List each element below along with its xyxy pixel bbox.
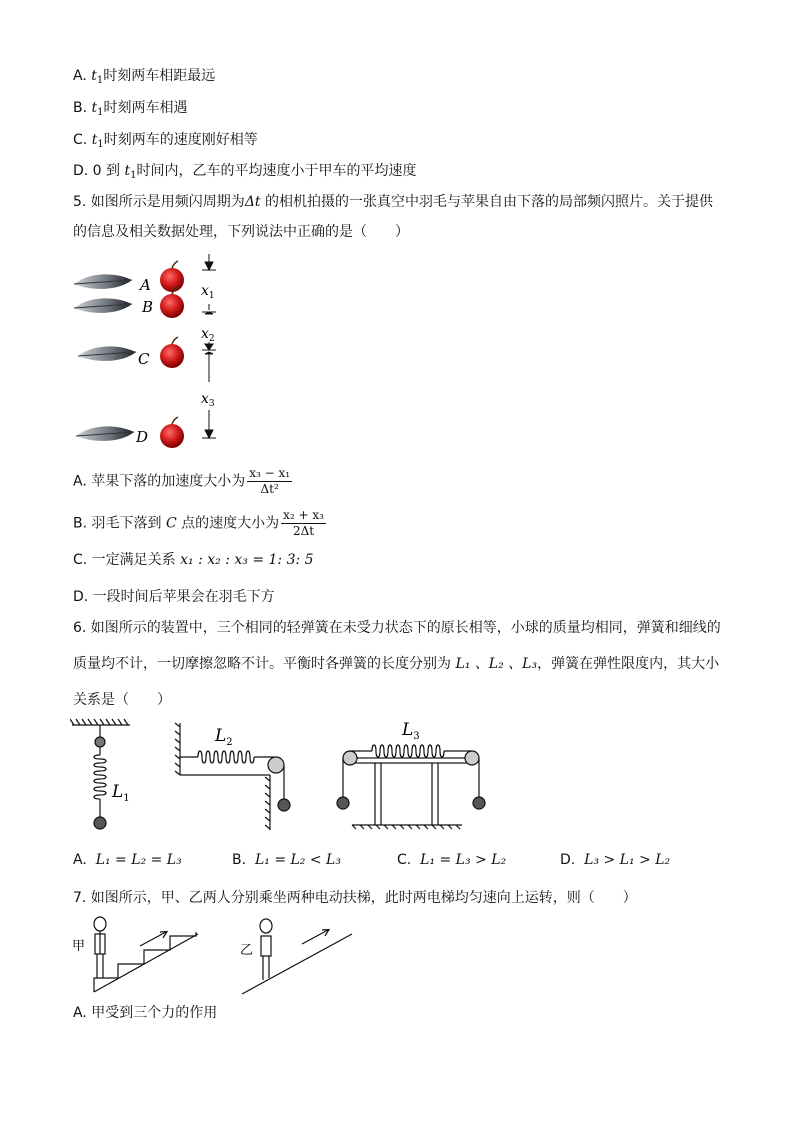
person-icon: [260, 919, 272, 980]
q6-fig3-table-spring: [337, 745, 485, 829]
apple-icon: [160, 417, 184, 448]
q6-option-b: B. L₁ = L₂ < L₃: [232, 852, 341, 868]
q5-label-b: B: [142, 298, 154, 316]
apple-icon: [160, 261, 184, 292]
q6-option-a: A. L₁ = L₂ = L₃: [73, 852, 182, 868]
q7-label-yi: 乙: [240, 943, 254, 958]
person-icon: [94, 917, 106, 978]
apple-icon: [160, 337, 184, 368]
q4-option-b: B. $t_1$时刻两车相遇: [73, 100, 188, 118]
q7-label-jia: 甲: [72, 939, 86, 954]
q6-stem-line3: 关系是（ ）: [73, 692, 171, 708]
q5-option-c: C. 一定满足关系 x₁ : x₂ : x₃ = 1: 3: 5: [73, 552, 314, 568]
q5-label-a: A: [140, 276, 151, 294]
q6-label-l2: $L_2$: [215, 726, 233, 748]
q4-option-d: D. 0 到 $t_1$时间内，乙车的平均速度小于甲车的平均速度: [73, 163, 417, 181]
q4-option-a: A. $t_1$时刻两车相距最远: [73, 68, 216, 86]
q5-label-c: C: [138, 350, 150, 368]
q6-stem-line2: 质量均不计，一切摩擦忽略不计。平衡时各弹簧的长度分别为 L₁ 、L₂ 、L₃，弹簧在弹性限度内，其大小: [73, 656, 720, 672]
q7-figure: [70, 914, 360, 996]
q5-dist-x2: $x_2$: [201, 326, 215, 344]
q7-option-a: A. 甲受到三个力的作用: [73, 1005, 218, 1021]
q7-stair-escalator: [94, 917, 198, 992]
q6-figure: [70, 715, 490, 837]
q5-stem-line1: 5. 如图所示是用频闪周期为Δt 的相机拍摄的一张真空中羽毛与苹果自由下落的局部频闪照片。关于提供: [73, 194, 714, 210]
q6-label-l1: $L_1$: [112, 782, 130, 804]
q7-ramp-escalator: [242, 919, 352, 994]
dimension-arrows: [202, 254, 216, 438]
feather-icon: [74, 298, 132, 313]
q6-fig1-hanging-spring: [70, 719, 130, 829]
q5-option-a-fraction: $\frac{\text{x₃ − x₁}}{\text{Δt²}}$: [249, 466, 291, 496]
q5-figure: [70, 250, 230, 450]
feather-icon: [74, 274, 132, 289]
q5-dist-x3: $x_3$: [201, 391, 215, 409]
q5-stem-line2: 的信息及相关数据处理，下列说法中正确的是（ ）: [73, 224, 409, 240]
q4-option-c: C. $t_1$时刻两车的速度刚好相等: [73, 132, 258, 150]
q5-option-b: B. 羽毛下落到 C 点的速度大小为 $\frac{\text{x₂ + x₃}}{2\Delta t}$: [73, 508, 324, 538]
q5-option-d: D. 一段时间后苹果会在羽毛下方: [73, 589, 275, 605]
feather-icon: [78, 346, 136, 361]
q7-stem: 7. 如图所示，甲、乙两人分别乘坐两种电动扶梯，此时两电梯均匀速向上运转，则（ ）: [73, 890, 637, 906]
q5-label-d: D: [136, 428, 149, 446]
q6-option-d: D. L₃ > L₁ > L₂: [560, 852, 671, 868]
q5-option-b-fraction: $\frac{\text{x₂ + x₃}}{2\Delta t}$: [283, 508, 324, 538]
q5-dist-x1: $x_1$: [201, 283, 215, 301]
feather-icon: [76, 426, 134, 441]
q6-label-l3: $L_3$: [402, 720, 420, 742]
q5-option-a: A. 苹果下落的加速度大小为 $\frac{\text{x₃ − x₁}}{\text{Δt²}}$: [73, 466, 291, 496]
q6-stem-line1: 6. 如图所示的装置中，三个相同的轻弹簧在未受力状态下的原长相等，小球的质量均相同，弹簧和细线的: [73, 620, 721, 636]
q6-option-c: C. L₁ = L₃ > L₂: [397, 852, 507, 868]
